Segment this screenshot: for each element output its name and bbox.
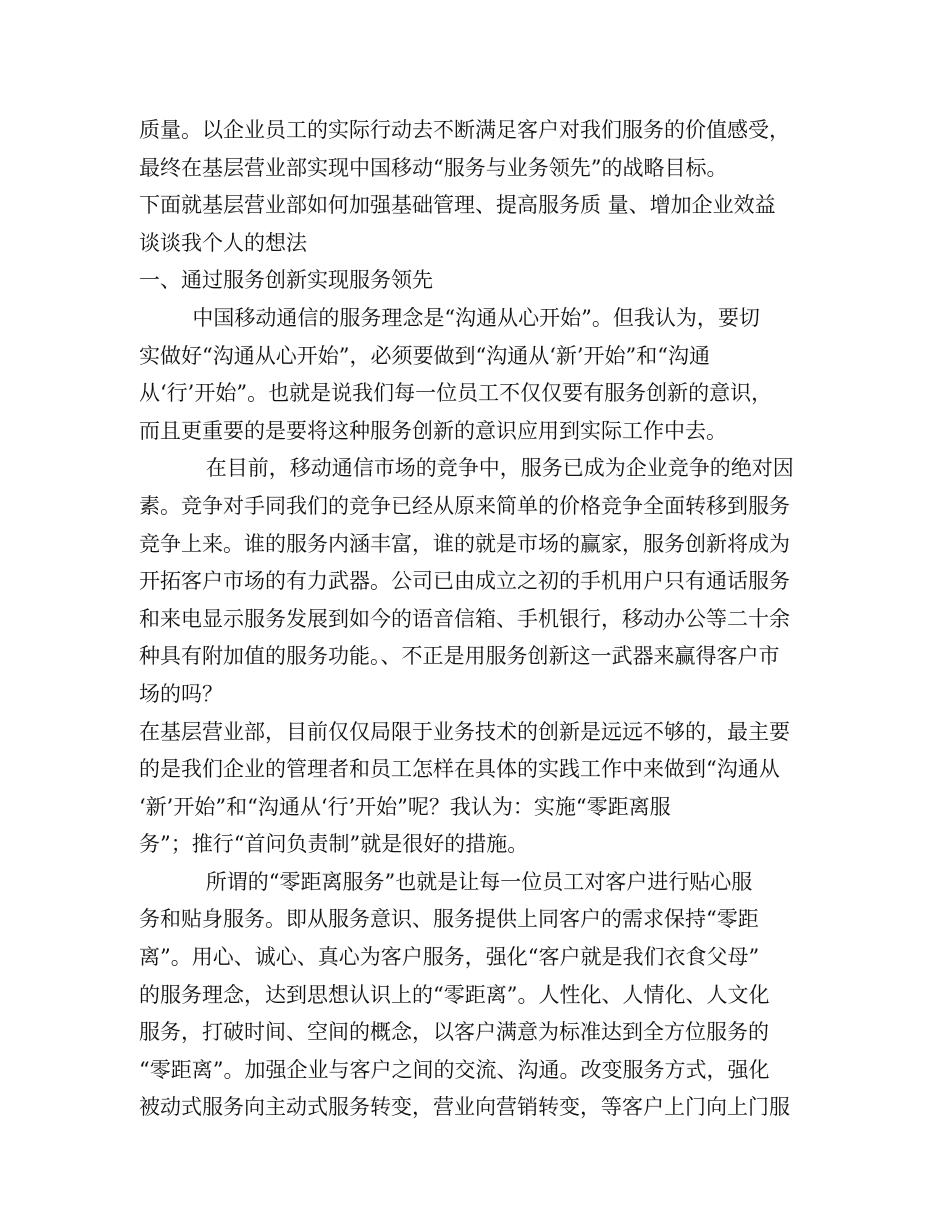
document-body — [139, 112, 829, 1127]
text-line: 和来电显示服务发展到如今的语音信箱、手机银行，移动办公等二十余 — [139, 606, 790, 631]
text-line: 的服务理念，达到思想认识上的“零距离”。人性化、人情化、人文化 — [139, 982, 770, 1007]
paragraph-zero-distance — [139, 864, 829, 1127]
text-line: 场的吗？ — [139, 681, 223, 706]
text-line: 竞争上来。谁的服务内涵丰富，谁的就是市场的赢家，服务创新将成为 — [139, 531, 790, 556]
paragraph-lead-in — [139, 187, 829, 262]
text-line: “零距离”。加强企业与客户之间的交流、沟通。改变服务方式，强化 — [139, 1057, 770, 1082]
text-line: 被动式服务向主动式服务转变，营业向营销转变，等客户上门向上门服 — [139, 1095, 790, 1120]
text-line: 最终在基层营业部实现中国移动“服务与业务领先”的战略目标。 — [139, 155, 728, 180]
text-line: 谈谈我个人的想法 — [139, 230, 307, 255]
section-heading — [139, 262, 829, 300]
text-line: 服务，打破时间、空间的概念，以客户满意为标准达到全方位服务的 — [139, 1020, 769, 1045]
text-line: 而且更重要的是要将这种服务创新的意识应用到实际工作中去。 — [139, 418, 727, 443]
text-line: 中国移动通信的服务理念是“沟通从心开始”。但我认为，要切 — [139, 305, 760, 330]
text-line: ‘新’开始”和“沟通从‘行’开始”呢？我认为：实施“零距离服 — [139, 794, 671, 819]
text-line: 务”；推行“首问负责制”就是很好的措施。 — [139, 832, 529, 857]
text-line: 种具有附加值的服务功能。、不正是用服务创新这一武器来赢得客户市 — [139, 644, 780, 669]
text-line: 质量。以企业员工的实际行动去不断满足客户对我们服务的价值感受， — [139, 118, 790, 142]
paragraph-service-concept — [139, 300, 829, 450]
text-line: 开拓客户市场的有力武器。公司已由成立之初的手机用户只有通话服务 — [139, 569, 790, 594]
text-line: 离”。用心、诚心、真心为客户服务，强化“客户就是我们衣食父母” — [139, 945, 760, 970]
paragraph-intro-end — [139, 112, 829, 187]
text-line: 在目前，移动通信市场的竞争中，服务已成为企业竞争的绝对因 — [139, 456, 794, 481]
text-line: 务和贴身服务。即从服务意识、服务提供上同客户的需求保持“零距 — [139, 907, 759, 932]
text-line: 从‘行’开始”。也就是说我们每一位员工不仅仅要有服务创新的意识， — [139, 381, 773, 406]
text-line: 下面就基层营业部如何加强基础管理、提高服务质 量、增加企业效益 — [139, 193, 776, 218]
heading-line: 一、通过服务创新实现服务领先 — [139, 268, 433, 293]
text-line: 在基层营业部，目前仅仅局限于业务技术的创新是远远不够的，最主要 — [139, 719, 790, 744]
paragraph-grassroots — [139, 714, 829, 864]
text-line: 实做好“沟通从心开始”，必须要做到“沟通从‘新’开始”和“沟通 — [139, 343, 711, 368]
text-line: 素。竞争对手同我们的竞争已经从原来简单的价格竞争全面转移到服务 — [139, 493, 790, 518]
text-line: 所谓的“零距离服务”也就是让每一位员工对客户进行贴心服 — [139, 869, 753, 894]
paragraph-competition — [139, 450, 829, 713]
text-line: 的是我们企业的管理者和员工怎样在具体的实践工作中来做到“沟通从 — [139, 757, 780, 782]
